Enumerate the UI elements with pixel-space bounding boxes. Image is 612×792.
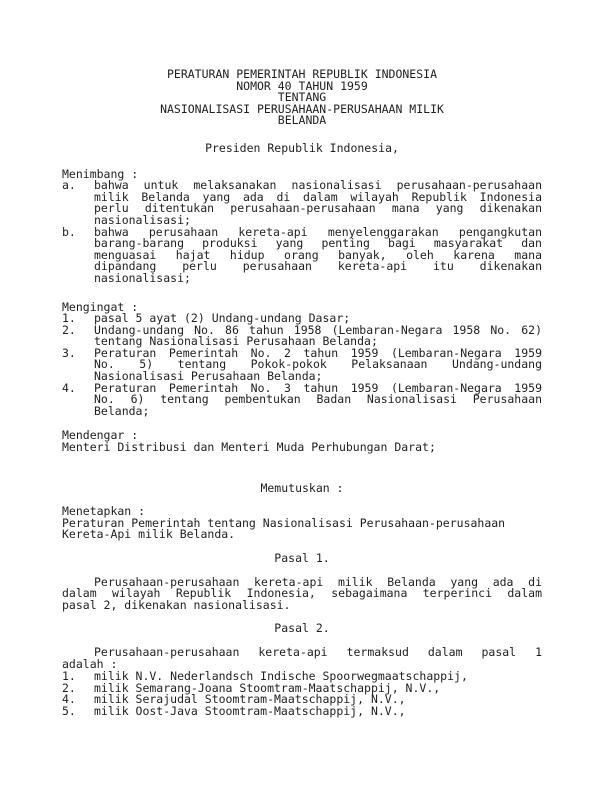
pasal-2-heading: Pasal 2. [274, 621, 330, 636]
list-item-text: bahwa untuk melaksanakan nasionalisasi perusahaan-perusahaan milik Belanda yang ada di dalam wilayah Republik Indonesia perlu ditentukan perusahaan-perusahaan mana yang dikenakan nasionalisasi; [94, 178, 542, 227]
title-line: NOMOR 40 TAHUN 1959 [236, 78, 368, 93]
pasal-1-body: Perusahaan-perusahaan kereta-api milik Belanda yang ada di dalam wilayah Republik Indonesia, sebagaimana terperinci dalam pasal 2, dikenakan nasionalisasi. [62, 574, 542, 612]
menetapkan-text: Kereta-Api milik Belanda. [62, 527, 236, 542]
menimbang-label: Menimbang : [62, 166, 139, 181]
mendengar-label: Mendengar : [62, 428, 139, 443]
title-line: NASIONALISASI PERUSAHAAN-PERUSAHAAN MILIK [160, 101, 444, 116]
menetapkan-section [62, 506, 542, 541]
list-item [62, 322, 542, 349]
mengingat-label: Mengingat : [62, 299, 139, 314]
list-item-marker: 1. [62, 311, 76, 326]
list-item [62, 380, 542, 418]
list-item-marker: 4. [62, 380, 76, 395]
list-item-marker: 5. [62, 703, 76, 718]
list-item-text: milik Semarang-Joana Stoomtram-Maatschappij, N.V., [94, 680, 441, 695]
pasal-2-body: Perusahaan-perusahaan kereta-api termaksud dalam pasal 1 adalah : [62, 644, 542, 671]
list-item-text: milik Oost-Java Stoomtram-Maatschappij, N.V., [94, 703, 406, 718]
document-content [62, 69, 542, 718]
menimbang-section [62, 166, 542, 285]
list-item-marker: 4. [62, 692, 76, 707]
list-item-marker: b. [62, 224, 76, 239]
memutuskan-heading: Memutuskan : [260, 480, 344, 495]
mendengar-section [62, 430, 542, 453]
list-item-text: Peraturan Pemerintah No. 2 tahun 1959 (Lembaran-Negara 1959 No. 5) tentang Pokok-pokok Pelaksanaan Undang-undang Nasionalisasi Perusahaan Belanda; [94, 345, 542, 384]
title-line: BELANDA [277, 113, 327, 128]
mengingat-section [62, 299, 542, 418]
list-item-text: pasal 5 ayat (2) Undang-undang Dasar; [94, 311, 351, 326]
list-item-text: bahwa perusahaan kereta-api menyelenggarakan pengangkutan barang-barang produksi yang penting bagi masyarakat dan menguasai hajat hidup orang banyak, oleh karena mana dipandang perlu perusahaan kereta-api itu dikenakan nasionalisasi; [94, 224, 542, 285]
list-item-text: milik Serajudal Stoomtram-Maatschappij, N.V., [94, 692, 406, 707]
list-item-text: Undang-undang No. 86 tahun 1958 (Lembaran-Negara 1958 No. 62) tentang Nasionalisasi Perusahaan Belanda; [94, 322, 542, 349]
list-item-marker: 2. [62, 680, 76, 695]
title-line: PERATURAN PEMERINTAH REPUBLIK INDONESIA [166, 67, 438, 81]
list-item-text: milik N.V. Nederlandsch Indische Spoorwegmaatschappij, [94, 669, 468, 684]
list-item-text: Peraturan Pemerintah No. 3 tahun 1959 (Lembaran-Negara 1959 No. 6) tentang pembentukan Badan Nasionalisasi Perusahaan Belanda; [94, 380, 542, 418]
list-item [62, 180, 542, 226]
menetapkan-text: Peraturan Pemerintah tentang Nasionalisasi Perusahaan-perusahaan [62, 515, 506, 530]
list-item-marker: 3. [62, 345, 76, 360]
list-item [62, 345, 542, 384]
pasal-1-heading: Pasal 1. [274, 551, 330, 565]
list-item-marker: 1. [62, 669, 76, 684]
list-item-marker: 2. [62, 322, 76, 337]
list-item-marker: a. [62, 178, 76, 193]
document-title [62, 69, 542, 127]
title-line: TENTANG [277, 90, 327, 105]
salutation: Presiden Republik Indonesia, [205, 140, 399, 155]
menetapkan-label: Menetapkan : [62, 504, 146, 519]
list-item [62, 224, 542, 285]
mendengar-text: Menteri Distribusi dan Menteri Muda Perhubungan Darat; [62, 440, 436, 455]
list-item [62, 703, 542, 718]
pasal-2-list [62, 671, 542, 717]
